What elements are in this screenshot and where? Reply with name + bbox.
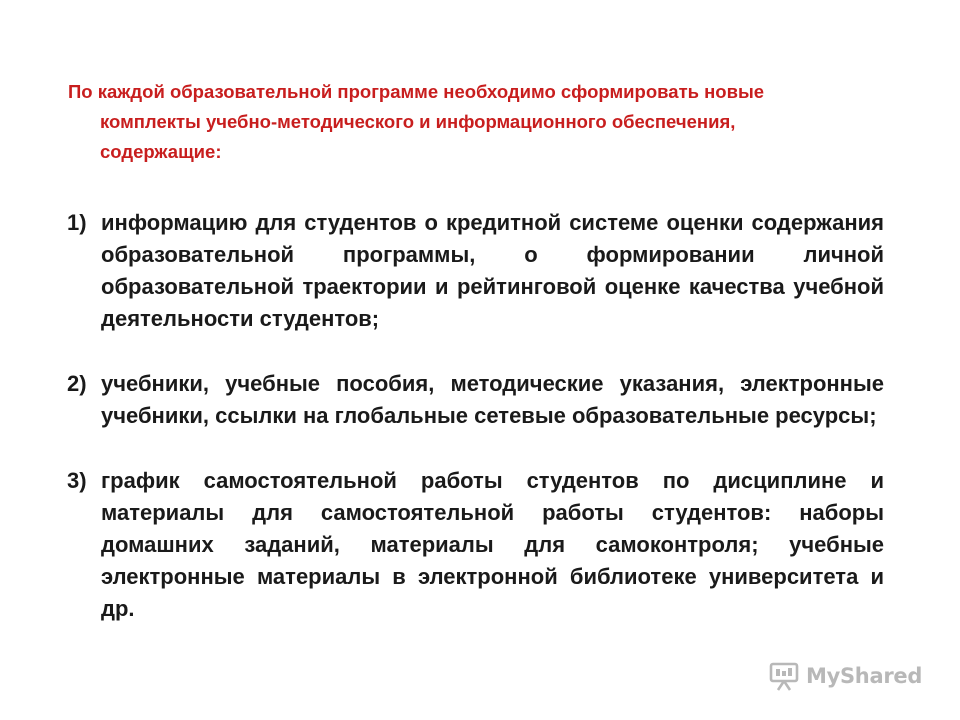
list-item	[67, 465, 884, 625]
list-item-text: информацию для студентов о кредитной системе оценки содержания образовательной программы, о формировании личной образовательной траектории и рейтинговой оценке качества учебной деятельности студентов;	[101, 210, 884, 331]
projector-icon	[768, 660, 800, 692]
watermark-logo	[768, 660, 922, 692]
list-item-number: 1)	[67, 210, 87, 235]
requirements-list	[67, 207, 884, 625]
watermark-text: MyShared	[806, 664, 923, 688]
intro-line-2: комплекты учебно-методического и информационного обеспечения,	[100, 111, 736, 132]
list-item-text: учебники, учебные пособия, методические указания, электронные учебники, ссылки на глобальные сетевые образовательные ресурсы;	[101, 371, 884, 428]
list-item	[67, 207, 884, 335]
intro-line-1: По каждой образовательной программе необходимо сформировать новые	[68, 81, 765, 102]
list-item	[67, 368, 884, 432]
intro-line-3: содержащие:	[100, 141, 222, 162]
list-item-number: 3)	[67, 468, 87, 493]
list-item-text: график самостоятельной работы студентов по дисциплине и материалы для самостоятельной работы студентов: наборы домашних заданий, материалы для самоконтроля; учебные электронные материалы в электронной библиотеке университета и др.	[101, 468, 884, 621]
list-item-number: 2)	[67, 371, 87, 396]
intro-paragraph	[68, 77, 868, 167]
